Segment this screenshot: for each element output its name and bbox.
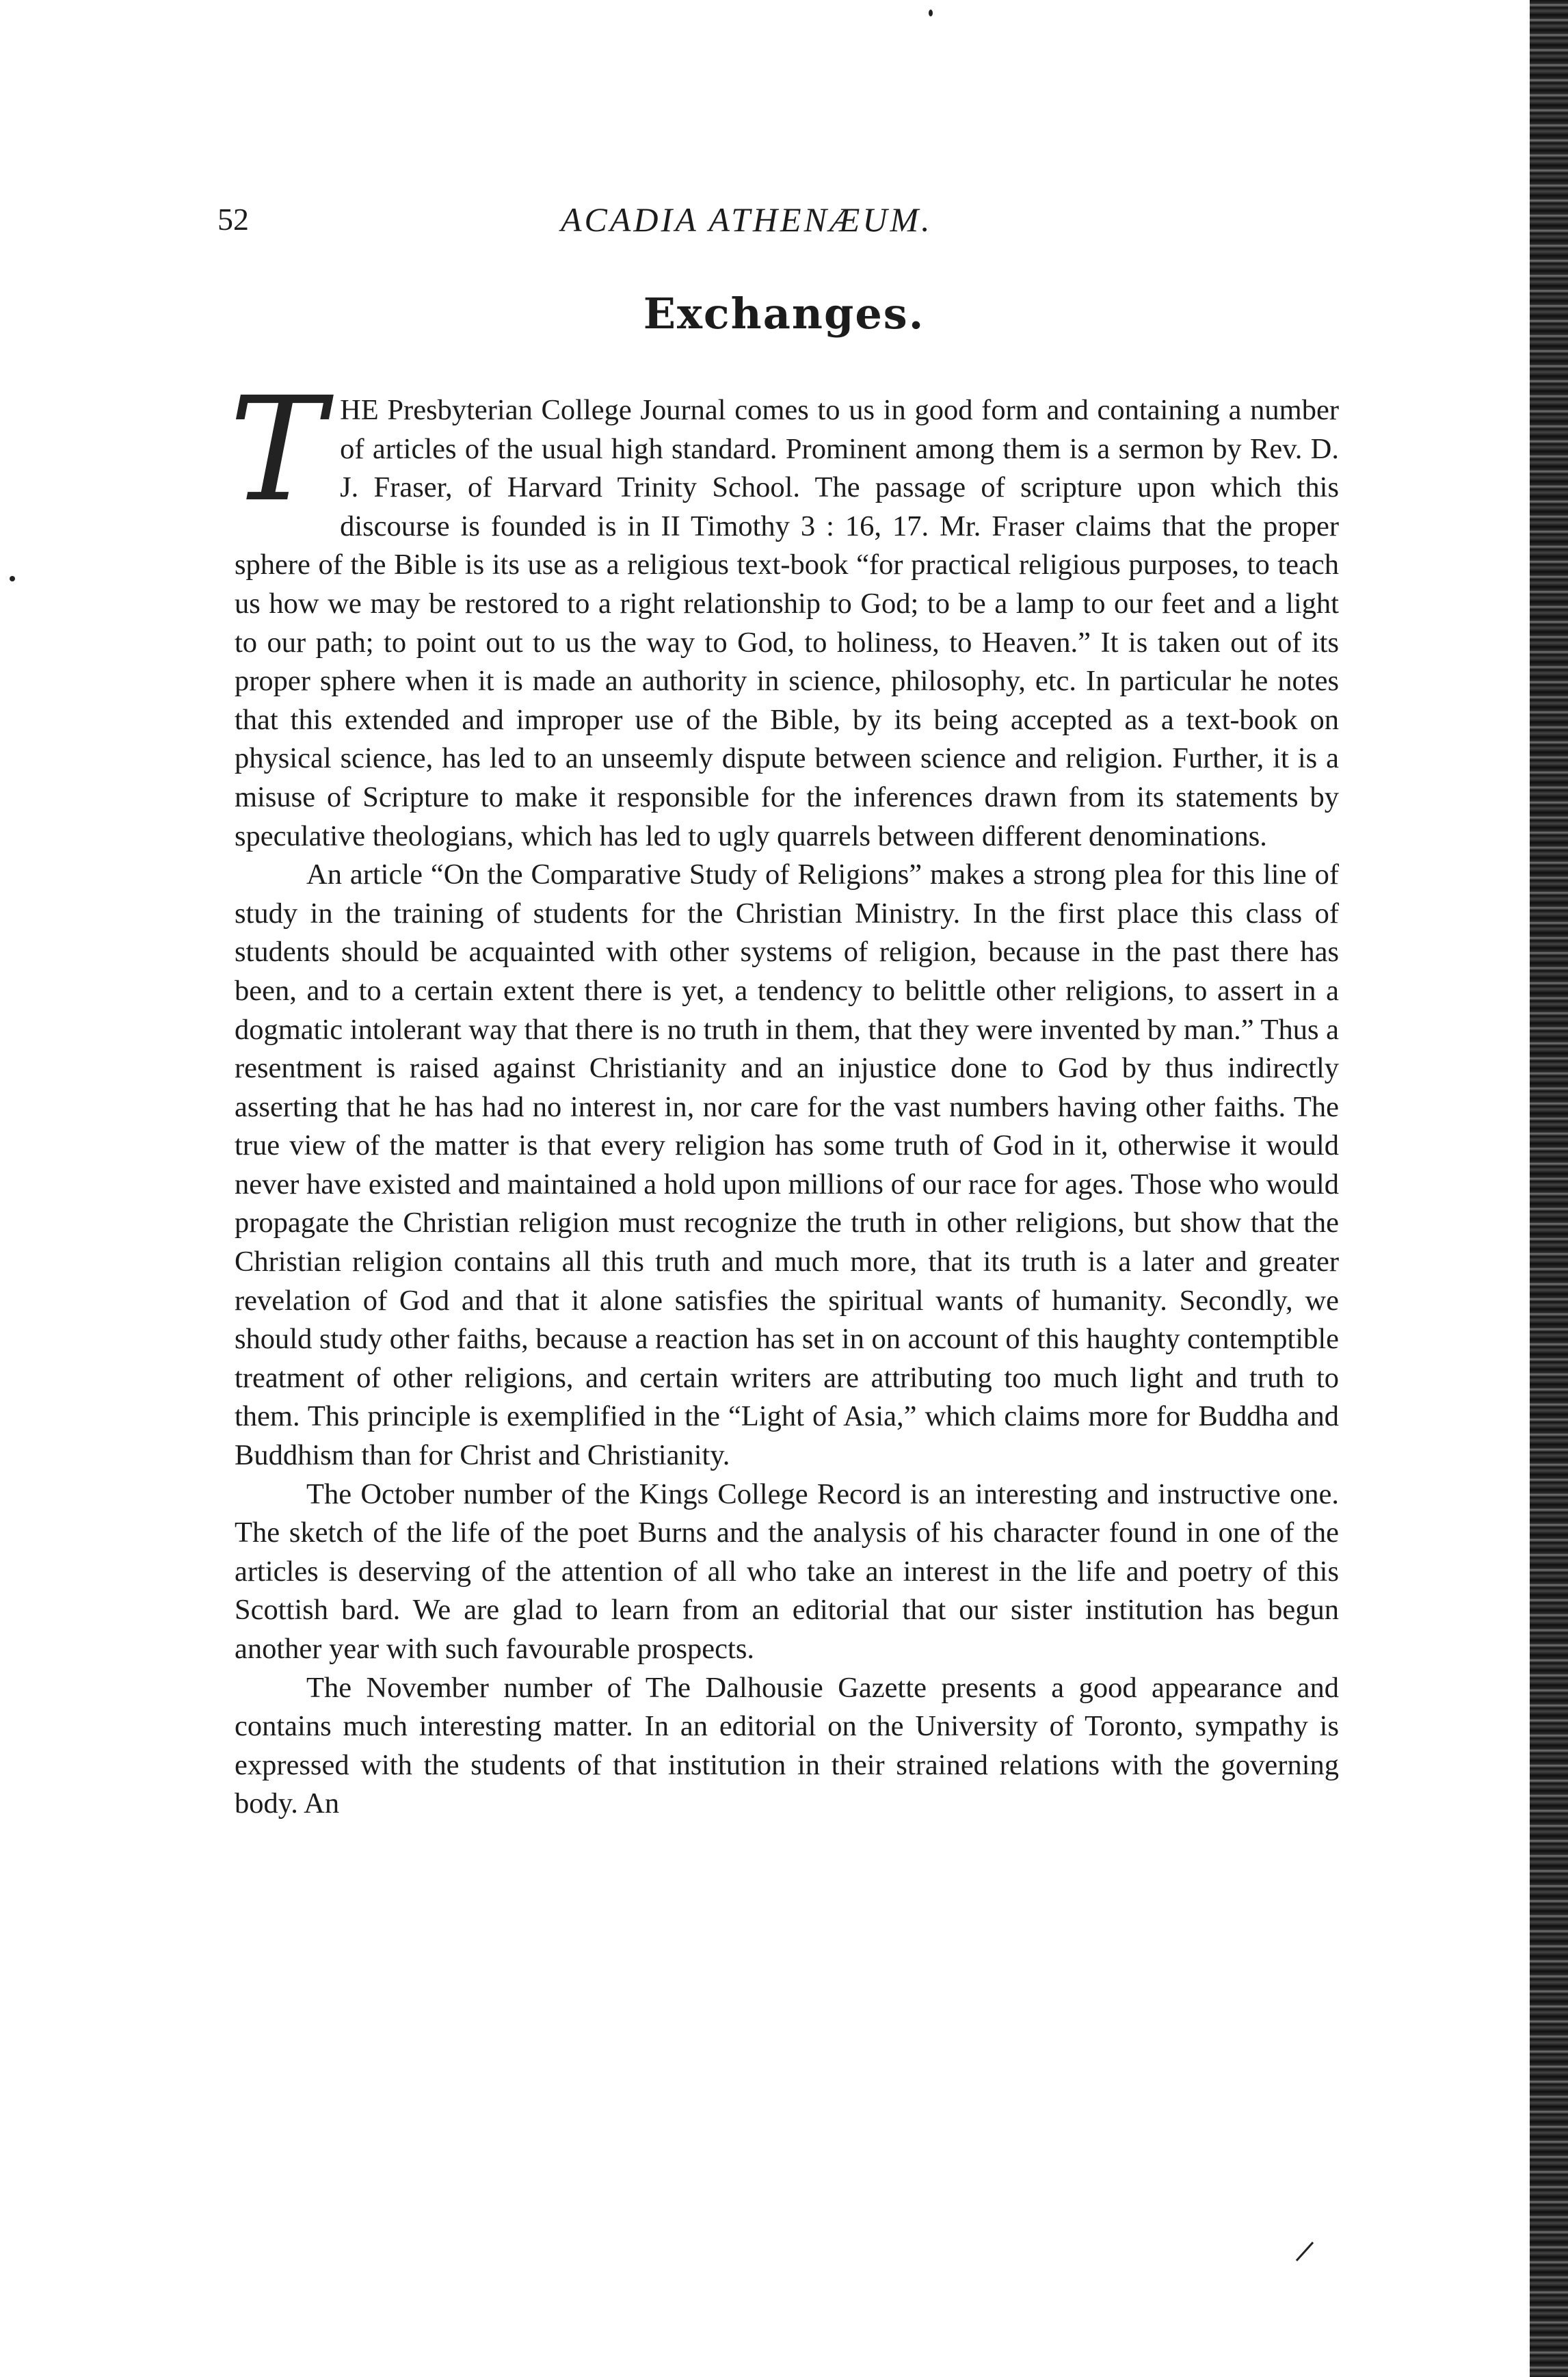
- drop-cap: T: [229, 366, 325, 534]
- paragraph-text: HE Presbyterian College Journal comes to us in good form and containing a number of articles of the usual high standard. Prominent among them is a sermon by Rev. D. J. Fraser, of Harvard Trinity School. The passage of scripture upon which this discourse is founded is in II Timothy 3 : 16, 17. Mr. Fraser claims that the proper sphere of the Bible is its use as a religious text-book “for practical religious purposes, to teach us how we may be restored to a right relationship to God; to be a lamp to our feet and a light to our path; to point out to us the way to God, to holiness, to Heaven.” It is taken out of its proper sphere when it is made an authority in science, philosophy, etc. In particular he notes that this extended and improper use of the Bible, by its being accepted as a text-book on physical science, has led to an unseemly dispute between science and religion. Further, it is a misuse of Scripture to make it responsible for the inferences drawn from its statements by speculative theologians, which has led to ugly quarrels between different denominations.: [235, 394, 1339, 852]
- section-title: Exchanges.: [643, 289, 925, 339]
- paragraph-comparative-religions: An article “On the Comparative Study of Religions” makes a strong plea for this line of study in the training of students for the Christian Ministry. In the first place this class of students should be acquainted with other systems of religion, because in the past there has been, and to a certain extent there is yet, a tendency to belittle other religions, to assert in a dogmatic intolerant way that there is no truth in them, that they were invented by man.” Thus a resentment is raised against Christianity and an injustice done to God by thus indirectly asserting that he has had no interest in, nor care for the vast numbers having other faiths. The true view of the matter is that every religion has some truth of God in it, otherwise it would never have existed and maintained a hold upon millions of our race for ages. Those who would propagate the Christian religion must recognize the truth in other religions, but show that the Christian religion contains all this truth and much more, that its truth is a later and greater revelation of God and that it alone satisfies the spiritual wants of humanity. Secondly, we should study other faiths, because a reaction has set in on account of this haughty contemptible treatment of other religions, and certain writers are attributing too much light and truth to them. This principle is exemplified in the “Light of Asia,” which claims more for Buddha and Buddhism than for Christ and Christianity.: [235, 858, 1339, 1472]
- pencil-tick-mark: [1296, 2242, 1314, 2261]
- page-number: 52: [217, 202, 249, 237]
- running-title: ACADIA ATHENÆUM.: [561, 200, 933, 239]
- scan-edge-strip: [1530, 0, 1568, 2377]
- paragraph-presbyterian-journal: [229, 366, 1339, 856]
- paragraph-kings-college-record: The October number of the Kings College Record is an interesting and instructive one. The sketch of the life of the poet Burns and the analysis of his character found in one of the articles is deserving of the attention of all who take an interest in the life and poetry of this Scottish bard. We are glad to learn from an editorial that our sister institution has begun another year with such favourable prospects.: [235, 1478, 1339, 1665]
- scan-speck: [10, 576, 15, 581]
- paragraph-dalhousie-gazette: The November number of The Dalhousie Gazette presents a good appearance and contains much interesting matter. In an editorial on the University of Toronto, sympathy is expressed with the students of that institution in their strained relations with the governing body. An: [235, 1671, 1339, 1820]
- scan-speck: [929, 10, 933, 16]
- article-body: [229, 366, 1339, 1824]
